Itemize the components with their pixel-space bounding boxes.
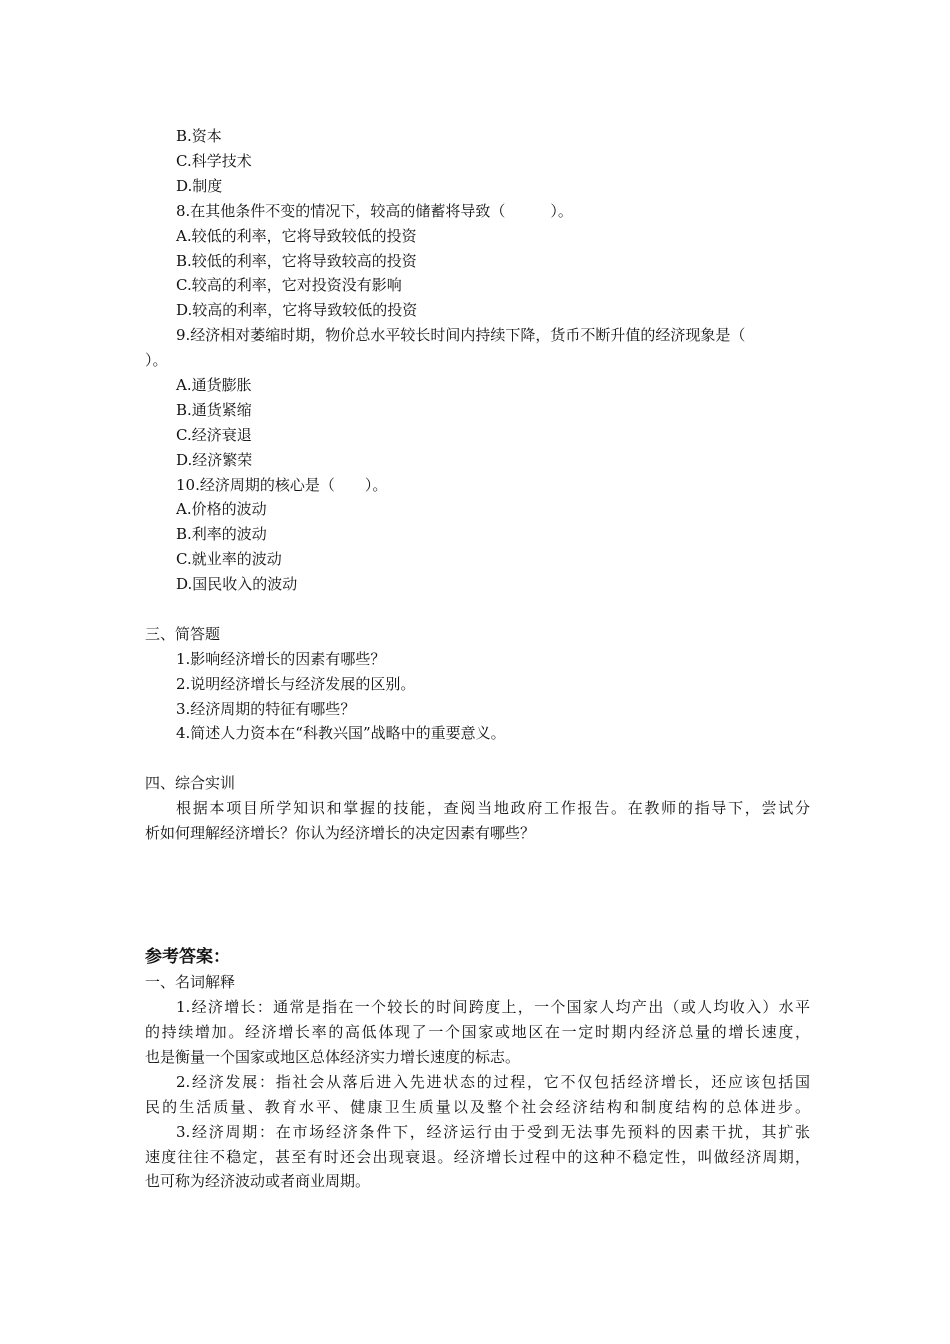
q10-option-b: B.利率的波动 <box>176 525 267 543</box>
q9-option-c: C.经济衰退 <box>176 426 252 444</box>
answer1-line1: 1.经济增长：通常是指在一个较长的时间跨度上，一个国家人均产出（或人均收入）水平 <box>176 998 810 1016</box>
q10-option-a: A.价格的波动 <box>176 500 267 518</box>
section4-text-line2: 析如何理解经济增长？你认为经济增长的决定因素有哪些？ <box>145 824 536 842</box>
section3-title: 三、简答题 <box>145 625 221 643</box>
section3-item-2: 2.说明经济增长与经济发展的区别。 <box>176 675 416 693</box>
q9-option-b: B.通货紧缩 <box>176 401 252 419</box>
q8-stem: 8.在其他条件不变的情况下，较高的储蓄将导致（ ）。 <box>176 202 573 220</box>
answer2-line1: 2.经济发展：指社会从落后进入先进状态的过程，它不仅包括经济增长，还应该包括国 <box>176 1073 810 1091</box>
q9-option-a: A.通货膨胀 <box>176 376 252 394</box>
q8-option-c: C.较高的利率，它对投资没有影响 <box>176 276 402 294</box>
answers-heading: 参考答案： <box>145 947 230 967</box>
q8-option-b: B.较低的利率，它将导致较高的投资 <box>176 252 417 270</box>
answer3-line2: 速度往往不稳定，甚至有时还会出现衰退。经济增长过程中的这种不稳定性，叫做经济周期， <box>145 1148 810 1166</box>
section3-item-4: 4.简述人力资本在“科教兴国”战略中的重要意义。 <box>176 724 506 742</box>
answer2-line2: 民的生活质量、教育水平、健康卫生质量以及整个社会经济结构和制度结构的总体进步。 <box>145 1098 810 1116</box>
q8-option-a: A.较低的利率，它将导致较低的投资 <box>176 227 417 245</box>
q7-option-c: C.科学技术 <box>176 152 252 170</box>
q7-option-d: D.制度 <box>176 177 223 195</box>
q9-stem-line2: ）。 <box>145 351 168 369</box>
section4-text-line1: 根据本项目所学知识和掌握的技能，查阅当地政府工作报告。在教师的指导下，尝试分 <box>176 799 810 817</box>
q10-option-c: C.就业率的波动 <box>176 550 282 568</box>
section3-item-1: 1.影响经济增长的因素有哪些？ <box>176 650 386 668</box>
q9-option-d: D.经济繁荣 <box>176 451 253 469</box>
q9-stem-line1: 9.经济相对萎缩时期，物价总水平较长时间内持续下降，货币不断升值的经济现象是（ <box>176 326 746 344</box>
answer3-line1: 3.经济周期：在市场经济条件下，经济运行由于受到无法事先预料的因素干扰，其扩张 <box>176 1123 810 1141</box>
q7-option-b: B.资本 <box>176 127 222 145</box>
answer3-line3: 也可称为经济波动或者商业周期。 <box>145 1172 371 1190</box>
answer1-line2: 的持续增加。经济增长率的高低体现了一个国家或地区在一定时期内经济总量的增长速度， <box>145 1023 810 1041</box>
section4-title: 四、综合实训 <box>145 774 236 792</box>
answers-section1-title: 一、名词解释 <box>145 973 236 991</box>
answer1-line3: 也是衡量一个国家或地区总体经济实力增长速度的标志。 <box>145 1048 521 1066</box>
q8-option-d: D.较高的利率，它将导致较低的投资 <box>176 301 418 319</box>
q10-stem: 10.经济周期的核心是（ ）。 <box>176 476 388 494</box>
section3-item-3: 3.经济周期的特征有哪些？ <box>176 700 356 718</box>
q10-option-d: D.国民收入的波动 <box>176 575 298 593</box>
